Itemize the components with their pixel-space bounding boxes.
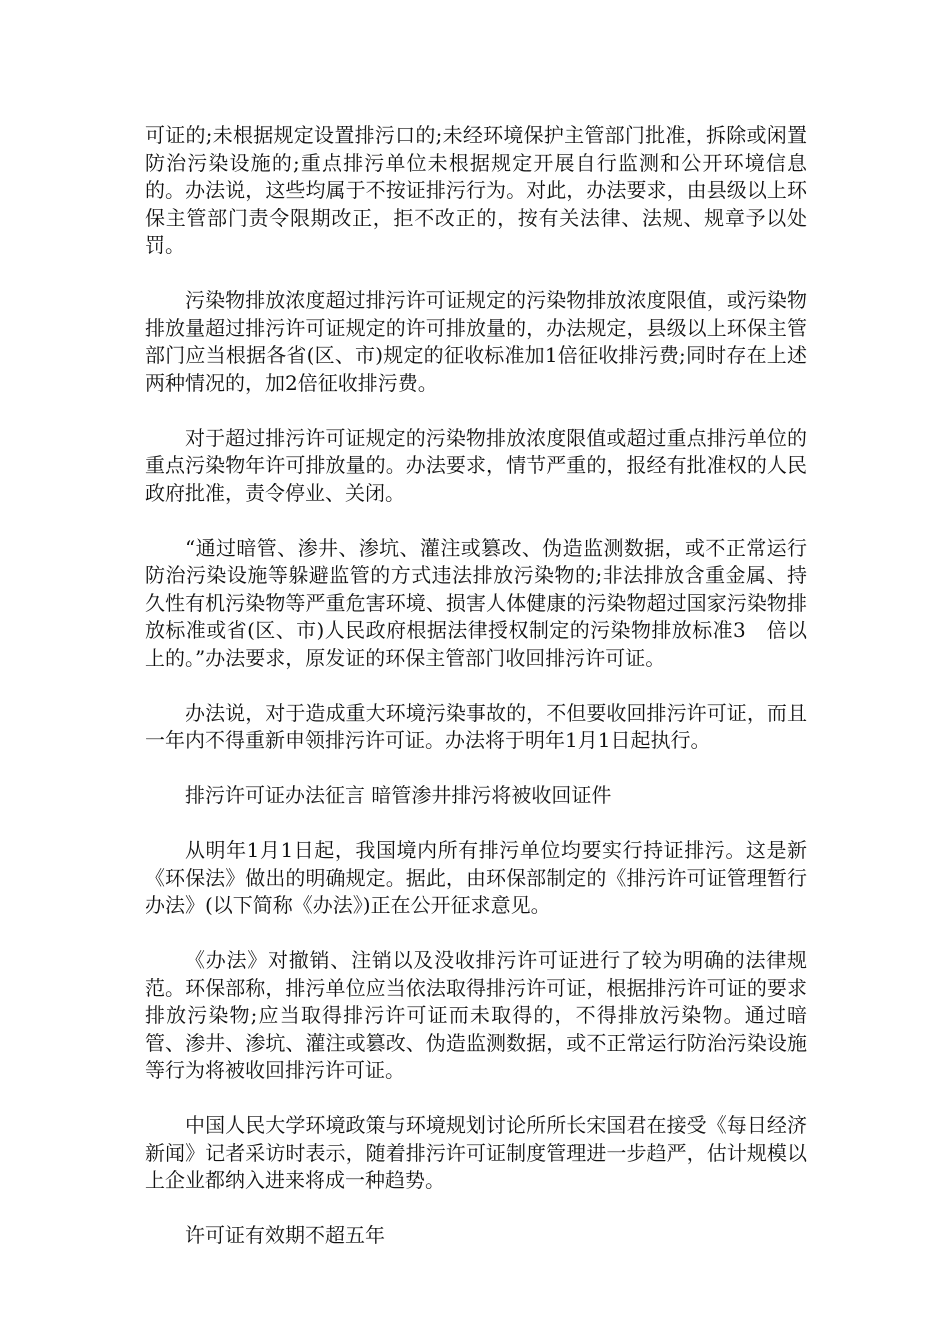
- paragraph-expert-comment: 中国人民大学环境政策与环境规划讨论所所长宋国君在接受《每日经济新闻》记者采访时表示，随着排污许可证制度管理进一步趋严，估计规模以上企业都纳入进来将成一种趋势。: [145, 1113, 807, 1192]
- document-body: [145, 122, 807, 1277]
- paragraph-excess-discharge-fee: 污染物排放浓度超过排污许可证规定的污染物排放浓度限值，或污染物排放量超过排污许可证规定的许可排放量的，办法规定，县级以上环保主管部门应当根据各省(区、市)规定的征收标准加1倍征收排污费;同时存在上述两种情况的，加2倍征收排污费。: [145, 288, 807, 395]
- paragraph-major-accident: 办法说，对于造成重大环境污染事故的，不但要收回排污许可证，而且一年内不得重新申领排污许可证。办法将于明年1月1日起执行。: [145, 700, 807, 752]
- paragraph-suspension-closure: 对于超过排污许可证规定的污染物排放浓度限值或超过重点排污单位的重点污染物年许可排放量的。办法要求，情节严重的，报经有批准权的人民政府批准，责令停业、关闭。: [145, 425, 807, 505]
- section-heading-solicitation: 排污许可证办法征言 暗管渗井排污将被收回证件: [185, 783, 612, 807]
- paragraph-continued: 可证的;未根据规定设置排污口的;未经环境保护主管部门批准，拆除或闲置防治污染设施的;重点排污单位未根据规定开展自行监测和公开环境信息的。办法说，这些均属于不按证排污行为。对此，办法要求，由县级以上环保主管部门责令限期改正，拒不改正的，按有关法律、法规、规章予以处罚。: [145, 123, 807, 257]
- paragraph-permit-requirement: 从明年1月1日起，我国境内所有排污单位均要实行持证排污。这是新《环保法》做出的明确规定。据此，由环保部制定的《排污许可证管理暂行办法》(以下简称《办法》)正在公开征求意见。: [145, 838, 807, 917]
- section-heading-validity: 许可证有效期不超五年: [185, 1223, 385, 1247]
- paragraph-permit-revocation: “通过暗管、渗井、渗坑、灌注或篡改、伪造监测数据，或不正常运行防治污染设施等躲避监管的方式违法排放污染物的;非法排放含重金属、持久性有机污染物等严重危害环境、损害人体健康的污染物超过国家污染物排放标准或省(区、市)人民政府根据法律授权制定的污染物排放标准3 倍以上的。”办法要求，原发证的环保主管部门收回排污许可证。: [145, 535, 807, 670]
- paragraph-legal-norms: 《办法》对撤销、注销以及没收排污许可证进行了较为明确的法律规范。环保部称，排污单位应当依法取得排污许可证，根据排污许可证的要求排放污染物;应当取得排污许可证而未取得的，不得排放污染物。通过暗管、渗井、渗坑、灌注或篡改、伪造监测数据，或不正常运行防治污染设施等行为将被收回排污许可证。: [145, 948, 807, 1082]
